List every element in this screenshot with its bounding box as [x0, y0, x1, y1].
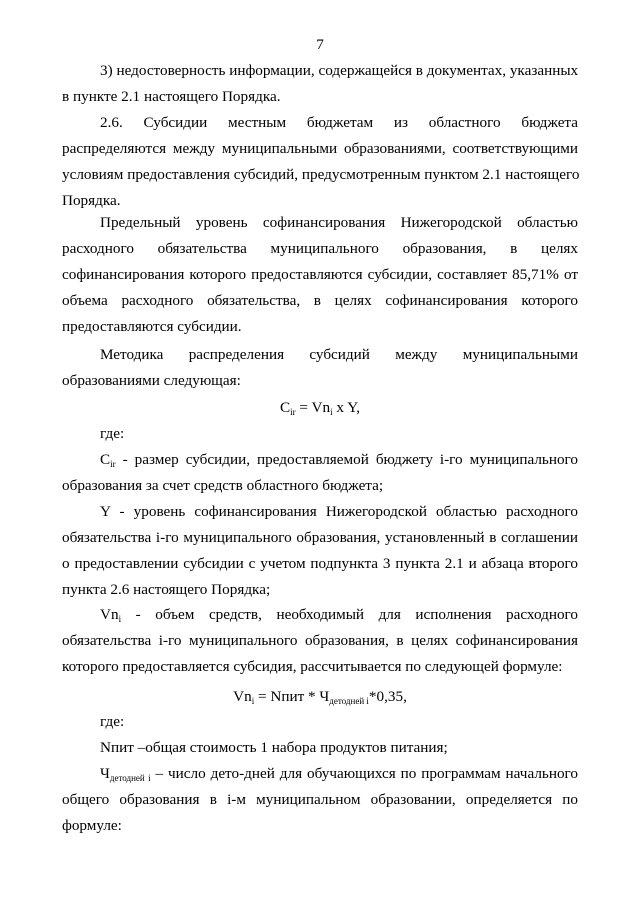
- text-line: где:: [100, 713, 125, 730]
- definition-text: - объем средств, необходимый для исполнения расходного: [121, 606, 578, 623]
- formula-subsidy: [62, 395, 578, 421]
- formula-text: = Vn: [295, 399, 331, 416]
- text-line: образования за счет средств областного бюджета;: [62, 477, 384, 494]
- where-label: [62, 421, 578, 447]
- definition-text: - размер субсидии, предоставляемой бюджету i-го муниципального: [115, 451, 578, 468]
- paragraph-2-6: [62, 110, 578, 214]
- text-line: предоставляются субсидии.: [62, 318, 242, 335]
- definition-vn: [62, 602, 578, 680]
- symbol: Vn: [100, 606, 119, 623]
- page-number: 7: [316, 36, 324, 53]
- paragraph-methodology: [62, 342, 578, 394]
- text-line: распределяются между муниципальными образованиями, соответствующими: [62, 140, 578, 157]
- text-line: общего образования в i-м муниципальном образовании, определяется по: [62, 791, 578, 808]
- definition-cir: [62, 447, 578, 499]
- symbol-subscript: детодней i: [109, 773, 151, 783]
- paragraph-cofinancing-level: [62, 210, 578, 340]
- formula-subscript: i: [251, 696, 255, 706]
- symbol-subscript: ir: [110, 459, 116, 469]
- text-line: Nпит –общая стоимость 1 набора продуктов питания;: [100, 739, 448, 756]
- formula-text: *0,35,: [368, 688, 407, 705]
- definition-child-days: [62, 761, 578, 839]
- text-line: Методика распределения субсидий между муниципальными: [100, 346, 578, 363]
- symbol: C: [100, 451, 111, 468]
- where-label: [62, 709, 578, 735]
- formula-text: = Nпит * Ч: [254, 688, 330, 705]
- text-line: образованиями следующая:: [62, 372, 241, 389]
- text-line: Y - уровень софинансирования Нижегородской областью расходного: [100, 503, 578, 520]
- symbol: Ч: [100, 765, 110, 782]
- text-line: Порядка.: [62, 192, 121, 209]
- paragraph-item-3: [62, 58, 578, 110]
- formula-text: Vn: [233, 688, 252, 705]
- definition-npit: [62, 735, 578, 761]
- formula-subscript: ir: [290, 407, 296, 417]
- text-line: 2.6. Субсидии местным бюджетам из областного бюджета: [100, 114, 578, 131]
- text-line: где:: [100, 425, 125, 442]
- text-line: софинансирования которого предоставляются субсидии, составляет 85,71% от: [62, 266, 578, 283]
- formula-subscript: детодней i: [329, 696, 369, 706]
- text-line: формуле:: [62, 817, 122, 834]
- text-line: в пункте 2.1 настоящего Порядка.: [62, 88, 281, 105]
- text-line: пункта 2.6 настоящего Порядка;: [62, 581, 271, 598]
- formula-subscript: i: [330, 407, 333, 417]
- text-line: которого предоставляется субсидия, рассчитывается по следующей формуле:: [62, 658, 563, 675]
- text-line: условиям предоставления субсидий, предусмотренным пунктом 2.1 настоящего: [62, 166, 580, 183]
- definition-text: – число дето-дней для обучающихся по программам начального: [150, 765, 578, 782]
- formula-symbol: C: [279, 399, 291, 416]
- formula-volume: [62, 684, 578, 710]
- text-line: 3) недостоверность информации, содержащейся в документах, указанных: [100, 62, 579, 79]
- text-line: объема расходного обязательства, в целях софинансирования которого: [62, 292, 578, 309]
- definition-y: [62, 499, 578, 603]
- text-line: Предельный уровень софинансирования Нижегородской областью: [100, 214, 578, 231]
- formula-text: x Y,: [332, 399, 361, 416]
- text-line: обязательства i-го муниципального образования, в целях софинансирования: [62, 632, 578, 649]
- symbol-subscript: i: [118, 614, 122, 624]
- text-line: о предоставлении субсидии с учетом подпункта 3 пункта 2.1 и абзаца второго: [62, 555, 578, 572]
- text-line: расходного обязательства муниципального образования, в целях: [62, 240, 578, 257]
- text-line: обязательства i-го муниципального образования, установленный в соглашении: [62, 529, 578, 546]
